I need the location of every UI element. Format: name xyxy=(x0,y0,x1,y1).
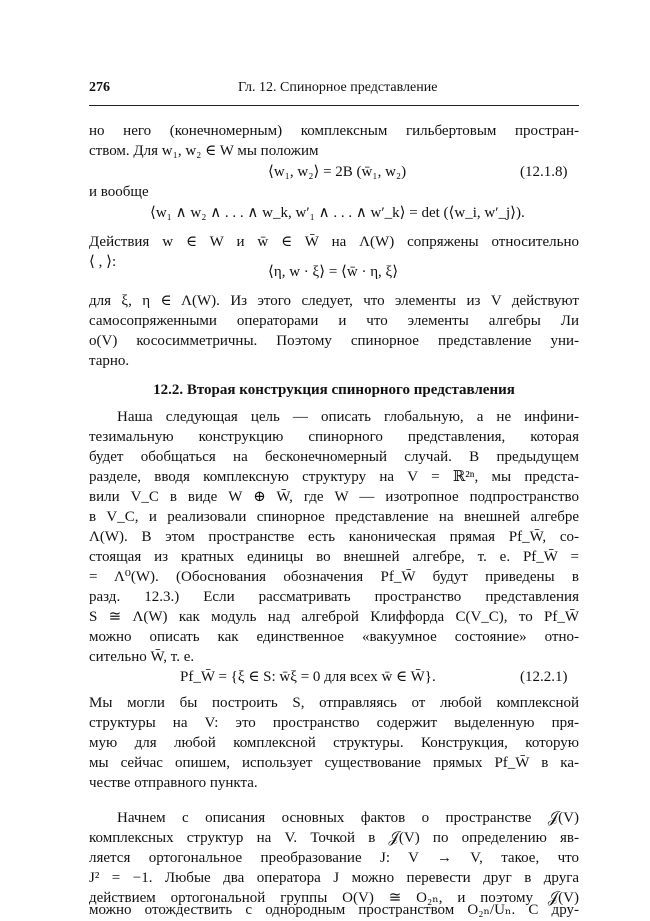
text-line: Действия w ∈ W и w̄ ∈ W̄ на Λ(W) сопряжены относительно xyxy=(89,234,579,250)
text-line: будет обобщаться на бесконечномерный случай. В предыдущем xyxy=(89,449,579,465)
page-number: 276 xyxy=(89,80,110,95)
text-line: структуры на V: это пространство содержит выделенную пря- xyxy=(89,715,579,731)
text-line: честве отправного пункта. xyxy=(89,775,258,791)
text-line: комплексных структур на V. Точкой в 𝒥(V) по определению яв- xyxy=(89,830,579,846)
text-line: и вообще xyxy=(89,184,149,200)
text-line: мы сейчас опишем, использует существование прямых Pf_W̄ в ка- xyxy=(89,755,579,771)
text-line: в V_C, и реализовали спинорное представление на внешней алгебре xyxy=(89,509,579,525)
text-line: ством. Для w₁, w₂ ∈ W мы положим xyxy=(89,143,319,159)
equation-number: (12.2.1) xyxy=(520,669,568,685)
text-line: разд. 12.3.) Если рассматривать пространство представления xyxy=(89,589,579,605)
text-line: тарно. xyxy=(89,353,130,369)
section-heading: 12.2. Вторая конструкция спинорного представления xyxy=(153,382,515,398)
header-rule xyxy=(89,105,579,106)
running-title: Гл. 12. Спинорное представление xyxy=(238,80,438,95)
text-line: o(V) кососимметричны. Поэтому спинорное представление уни- xyxy=(89,333,579,349)
text-line: мую для любой комплексной структуры. Конструкция, которую xyxy=(89,735,579,751)
text-line: можно описать как единственное «вакуумное состояние» отно- xyxy=(89,629,579,645)
text-line: тезимальную конструкцию спинорного представления, которая xyxy=(89,429,579,445)
text-line: Λ(W). В этом пространстве есть каноническая прямая Pf_W̄, со- xyxy=(89,529,579,545)
text-line: самосопряженными операторами и что элементы алгебры Ли xyxy=(89,313,579,329)
equation: Pf_W̄ = {ξ ∈ S: w̄ξ = 0 для всех w̄ ∈ W̄}. xyxy=(180,669,436,685)
text-line: действием ортогональной группы O(V) ≅ O₂ₙ, и поэтому 𝒥(V) xyxy=(89,890,579,906)
equation: ⟨η, w · ξ⟩ = ⟨w̄ · η, ξ⟩ xyxy=(268,264,399,280)
text-line: но него (конечномерным) комплексным гильбертовым простран- xyxy=(89,123,579,139)
text-line: стоящая из кратных единицы во внешней алгебре, т. е. Pf_W̄ = xyxy=(89,549,579,565)
equation-number: (12.1.8) xyxy=(520,164,568,180)
text-line: для ξ, η ∈ Λ(W). Из этого следует, что элементы из V действуют xyxy=(89,293,579,309)
equation: ⟨w₁ ∧ w₂ ∧ . . . ∧ w_k, w′₁ ∧ . . . ∧ w′_k⟩ = det (⟨w_i, w′_j⟩). xyxy=(150,205,525,221)
text-line: сительно W̄, т. е. xyxy=(89,649,195,665)
text-line: вили V_C в виде W ⊕ W̄, где W — изотропное подпространство xyxy=(89,489,579,505)
text-line: ⟨ , ⟩: xyxy=(89,254,117,270)
text-line: = Λ⁰(W). (Обоснования обозначения Pf_W̄ будут приведены в xyxy=(89,569,579,585)
text-line: Мы могли бы построить S, отправляясь от любой комплексной xyxy=(89,695,579,711)
text-line: S ≅ Λ(W) как модуль над алгеброй Клиффорда C(V_C), то Pf_W̄ xyxy=(89,609,579,625)
text-line: разделе, вводя комплексную структуру на V = ℝ²ⁿ, мы предста- xyxy=(89,469,579,485)
text-line: Наша следующая цель — описать глобальную, а не инфини- xyxy=(117,409,579,425)
equation: ⟨w₁, w₂⟩ = 2B (w̄₁, w₂) xyxy=(268,164,407,180)
text-line: Начнем с описания основных фактов о пространстве 𝒥(V) xyxy=(117,810,579,826)
text-line: ляется ортогональное преобразование J: V → V, такое, что xyxy=(89,850,579,866)
text-line: J² = −1. Любые два оператора J можно перевести друг в друга xyxy=(89,870,579,886)
text-line: можно отождествить с однородным пространством O₂ₙ/Uₙ. С дру- xyxy=(89,902,579,918)
